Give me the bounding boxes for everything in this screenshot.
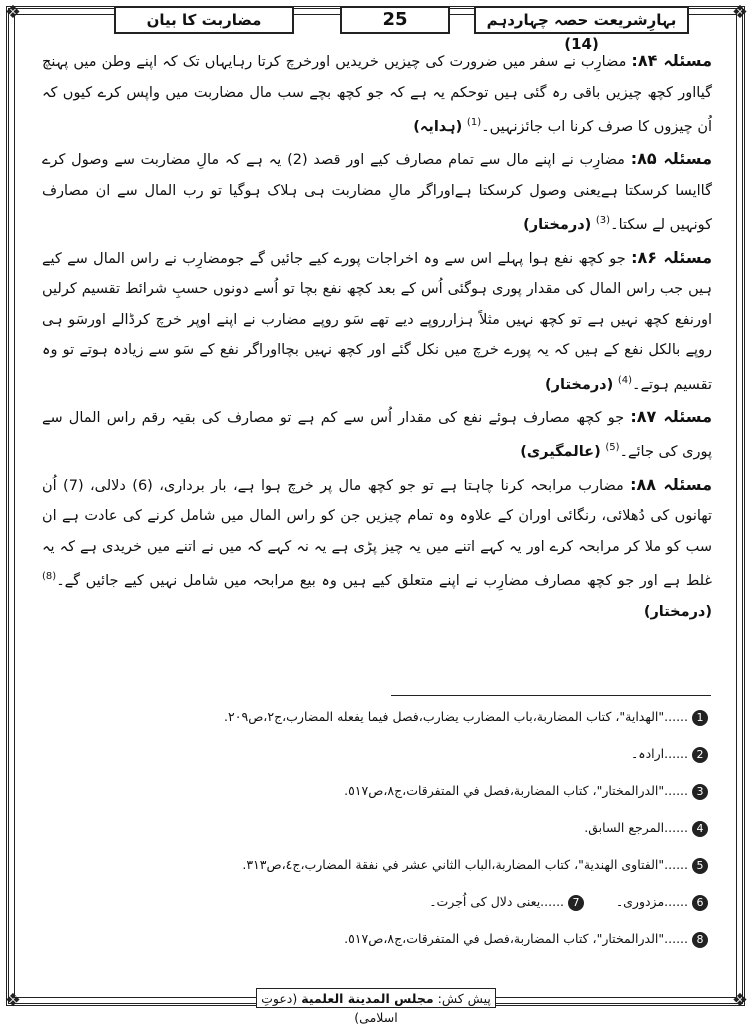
footnote-number: 4 [692, 821, 708, 837]
footnote-separator [391, 695, 711, 696]
masala-87 [42, 402, 712, 468]
citation: (عالمگیری) [520, 444, 601, 461]
masala-text: مضارب مرابحہ کرنا چاہتا ہے تو جو کچھ مال پر خرچ ہوا ہے، بار برداری، (6) دلالی، (7) اُن تھانوں کی دُھلائی، رنگائی اوران کے علاوہ وہ تمام چیزیں جن کو راس المال میں شامل کرنے کی عادت ہے ان سب کو ملا کر مرابحہ کرے اور یہ کہے اتنے میں یہ چیز پڑی ہے یہ نہ کہے کہ میں نے اتنے میں خریدی ہے کہ یہ غلط ہے اور جو کچھ مصارف مضارِب نے اپنے متعلق کیے ہیں وہ بیع مرابحہ میں شامل نہیں کیے جائیں گے۔ [42, 477, 712, 590]
footnote [42, 782, 708, 800]
page-number: 25 [340, 6, 450, 34]
footnote-ref: (4) [617, 374, 633, 386]
footnote-text: ......"الدرالمختار"، كتاب المضاربة،فصل في المتفرقات،ج٨،ص٥١٧. [344, 783, 688, 798]
masala-label: مسئلہ ۸۵: [630, 149, 712, 169]
citation: (درمختار) [545, 376, 614, 393]
footnote-text: ......یعنی دلال کی اُجرت۔ [429, 894, 565, 909]
footnote-number: 3 [692, 784, 708, 800]
book-title: بہارِشریعت حصہ چہاردہم (14) [474, 6, 689, 34]
masala-text: جو کچھ مصارف ہوئے نفع کی مقدار اُس سے کم ہے تو مصارف کی بقیہ رقم راس المال سے پوری کی جائے۔ [42, 409, 712, 461]
footnote [42, 930, 708, 948]
footnote [42, 856, 708, 874]
footnote-number: 1 [692, 710, 708, 726]
corner-ornament: ❖ [4, 990, 22, 1011]
footnote [42, 819, 708, 837]
main-text [42, 46, 712, 629]
footnote-text: ......"الفتاوى الهندية"، كتاب المضاربة،الباب الثاني عشر في نفقة المضارب،ج٤،ص٣١٣. [242, 857, 688, 872]
corner-ornament: ❖ [731, 2, 749, 23]
masala-88 [42, 470, 712, 627]
masala-label: مسئلہ ۸۷: [630, 406, 712, 426]
citation: (درمختار) [643, 603, 712, 620]
footnote-text: ......"الدرالمختار"، كتاب المضاربة،فصل في المتفرقات،ج٨،ص٥١٧. [344, 931, 688, 946]
masala-label: مسئلہ ۸۴: [631, 51, 712, 70]
footnote [42, 893, 708, 911]
footnote-ref: (3) [595, 215, 611, 227]
masala-text: جو کچھ نفع ہوا پہلے اس سے وہ اخراجات پورے کیے جائیں گے جومضارِب نے راس المال سے کیے ہیں جب راس المال کی مقدار پوری ہوگئی اُس کے بعد کچھ نفع بچا تو اُسے دونوں حسبِ شرائط تقسیم کرلیں اورنفع کچھ نہیں ہے تو کچھ نہیں مثلاً ہزارروپے دیے تھے سَو روپے مضارب نے اپنے اوپر خرچ کرڈالے اورسَو ہی روپے بالکل نفع کے ہیں کہ یہ پورے خرچ میں نکل گئے اور کچھ نہیں بچااوراگر نفع کے سَو سے زیادہ ہوتے تو وہ تقسیم ہوتے۔ [42, 250, 712, 393]
footnote-ref: (8) [42, 571, 57, 583]
footnote-number: 6 [692, 895, 708, 911]
footnote-text: ......ارادہ۔ [630, 746, 688, 761]
footnote-number: 8 [692, 932, 708, 948]
masala-label: مسئلہ ۸۸: [630, 474, 712, 494]
footnote [42, 708, 708, 726]
corner-ornament: ❖ [4, 2, 22, 23]
masala-86 [42, 243, 712, 400]
footnote-text: ......"الهداية"، كتاب المضاربة،باب المضارب يضارب،فصل فيما يفعله المضارب،ج٢،ص٢٠٩. [224, 709, 688, 724]
citation: (درمختار) [523, 217, 592, 234]
masala-text: مضارِب نے اپنے مال سے تمام مصارف کیے اور قصد (2) یہ ہے کہ مالِ مضاربت سے وصول کرے گاایسا کرسکتا ہےیعنی وصول کرسکتا ہےاوراگر مالِ مضاربت ہی ہلاک ہوگیا تو رب المال سے ان مصارف کونہیں لے سکتا۔ [42, 152, 712, 234]
masala-text: مضارِب نے سفر میں ضرورت کی چیزیں خریدیں اورخرچ کرتا رہایہاں تک کہ اپنے وطن میں پہنچ گیااور کچھ چیزیں باقی رہ گئی ہیں توحکم یہ ہے کہ جو کچھ بچے سب مال مضاربت میں واپس کرے کیوں کہ اُن چیزوں کا صرف کرنا اب جائزنہیں۔ [42, 54, 712, 135]
page-header [22, 6, 731, 53]
footnote-text: ......مزدوری۔ [615, 894, 688, 909]
masala-85 [42, 144, 712, 240]
citation: (ہدایہ) [413, 118, 463, 135]
footnote-number: 7 [568, 895, 584, 911]
footnote-text: ......المرجع السابق. [584, 820, 688, 835]
footer-prefix: پیش کش: [437, 991, 491, 1006]
footnote-number: 5 [692, 858, 708, 874]
footnote-number: 2 [692, 747, 708, 763]
footnote-ref: (5) [605, 442, 620, 454]
masala-label: مسئلہ ۸۶: [631, 247, 713, 267]
footer-org: مجلس المدينة العلمية [301, 991, 434, 1006]
publisher-footer [256, 988, 496, 1025]
masala-84 [42, 46, 712, 142]
footer-suffix: (دعوتِ اسلامی) [261, 991, 398, 1025]
corner-ornament: ❖ [731, 990, 749, 1011]
footnote-ref: (1) [466, 117, 482, 128]
chapter-title: مضاربت کا بیان [114, 6, 294, 34]
footnote [42, 745, 708, 763]
